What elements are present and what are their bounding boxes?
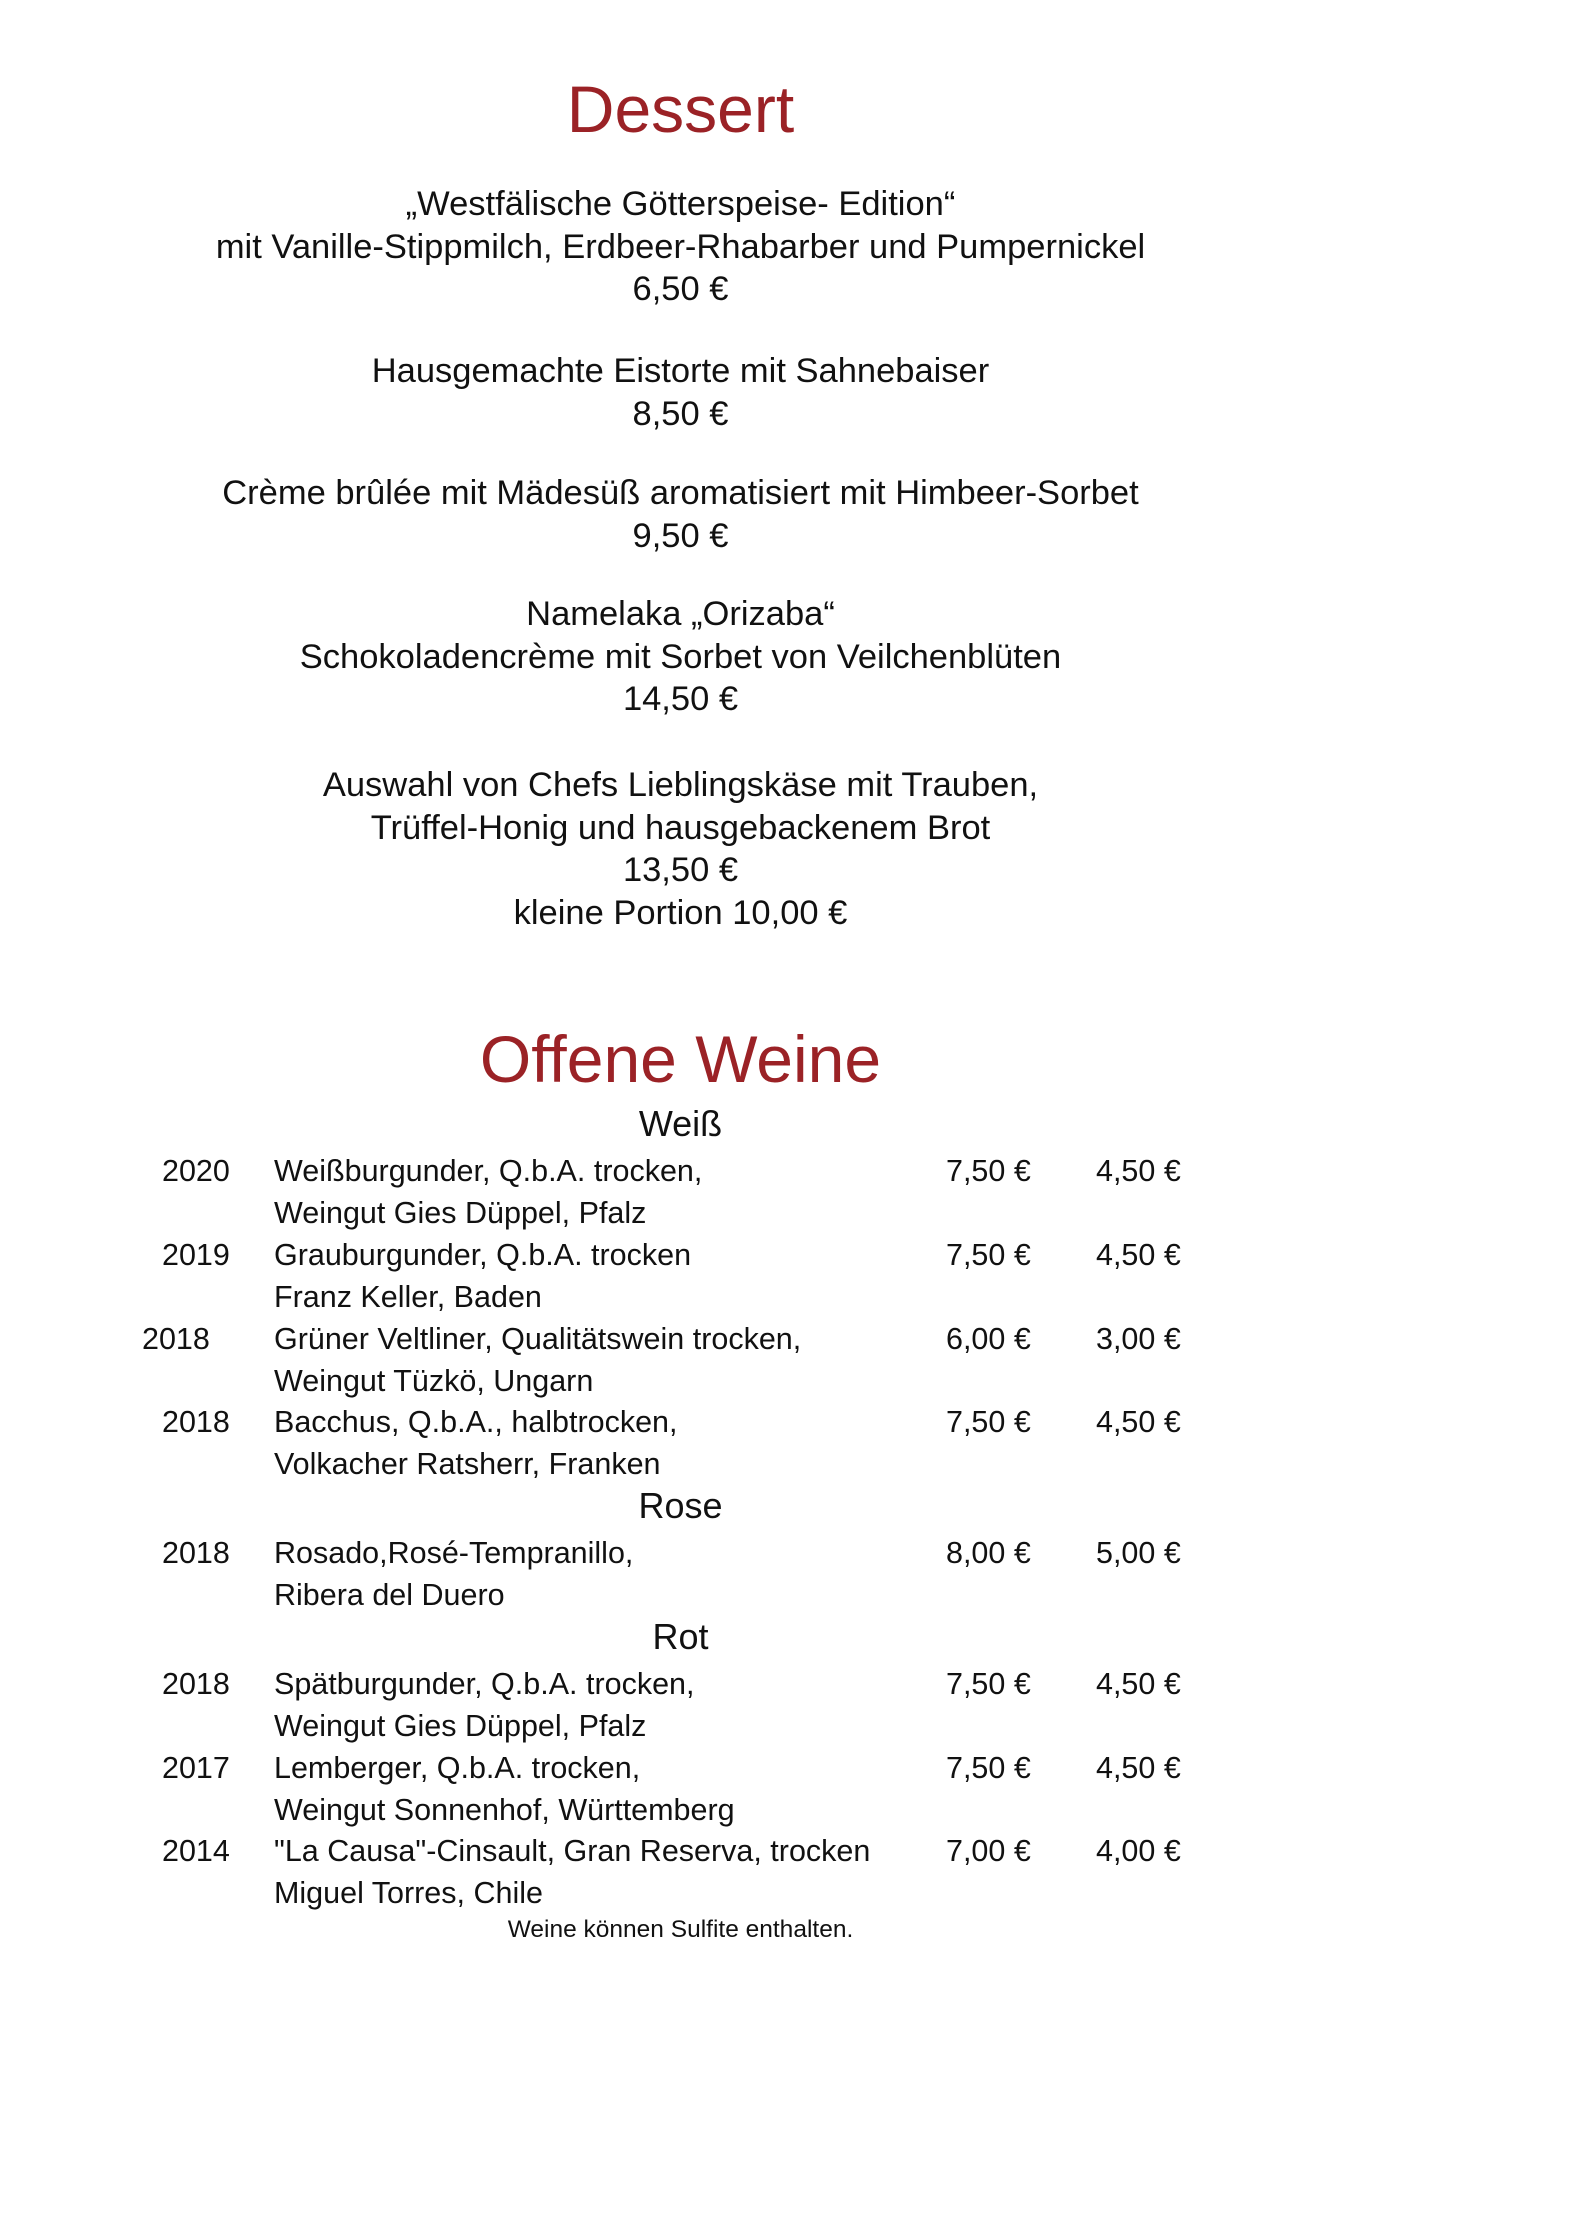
wine-row [0,1318,1571,1402]
wine-year: 2017 [162,1751,230,1785]
wine-price-small: 4,50 € [1096,1405,1181,1439]
wine-price-glass: 7,00 € [946,1834,1031,1868]
wine-origin: Miguel Torres, Chile [274,1876,543,1910]
wine-price-glass: 7,50 € [946,1154,1031,1188]
wine-year: 2018 [142,1322,210,1356]
wine-price-small: 4,50 € [1096,1154,1181,1188]
dessert-item-name: Crème brûlée mit Mädesüß aromatisiert mit Himbeer-Sorbet [222,474,1139,512]
wine-name: Weißburgunder, Q.b.A. trocken, [274,1154,703,1188]
dessert-item-name: Hausgemachte Eistorte mit Sahnebaiser [371,352,990,390]
wine-price-small: 5,00 € [1096,1536,1181,1570]
wine-year: 2020 [162,1154,230,1188]
wine-name: Rosado,Rosé-Tempranillo, [274,1536,634,1570]
wine-name: "La Causa"-Cinsault, Gran Reserva, trocken [274,1834,871,1868]
dessert-item [0,593,1361,721]
wine-category-rose: Rose [638,1485,723,1526]
wine-origin: Weingut Tüzkö, Ungarn [274,1364,594,1398]
dessert-item-price: 6,50 € [632,270,729,308]
wine-origin: Franz Keller, Baden [274,1280,542,1314]
wine-price-small: 3,00 € [1096,1322,1181,1356]
wine-price-glass: 7,50 € [946,1238,1031,1272]
wine-year: 2019 [162,1238,230,1272]
wine-price-small: 4,50 € [1096,1667,1181,1701]
wine-row [0,1401,1571,1485]
wine-row [0,1747,1571,1831]
wine-year: 2018 [162,1405,230,1439]
wine-year: 2014 [162,1834,230,1868]
dessert-item-description: mit Vanille-Stippmilch, Erdbeer-Rhabarber und Pumpernickel [215,227,1146,266]
wine-row [0,1150,1571,1234]
dessert-item [0,350,1361,435]
dessert-item [0,764,1361,934]
wine-category-red: Rot [652,1616,709,1657]
wine-price-glass: 7,50 € [946,1667,1031,1701]
dessert-title: Dessert [566,72,795,146]
wine-origin: Volkacher Ratsherr, Franken [274,1447,661,1481]
wine-name: Grauburgunder, Q.b.A. trocken [274,1238,692,1272]
wine-name: Bacchus, Q.b.A., halbtrocken, [274,1405,678,1439]
dessert-item-price: 9,50 € [632,516,729,555]
wine-year: 2018 [162,1536,230,1570]
wine-price-glass: 7,50 € [946,1751,1031,1785]
wine-price-small: 4,50 € [1096,1751,1181,1785]
wine-origin: Weingut Sonnenhof, Württemberg [274,1793,735,1827]
wine-origin: Weingut Gies Düppel, Pfalz [274,1196,647,1230]
dessert-item-name: Namelaka „Orizaba“ [526,595,835,633]
sulfite-note: Weine können Sulfite enthalten. [507,1916,854,1943]
wine-origin: Ribera del Duero [274,1578,505,1612]
wine-row [0,1234,1571,1318]
wine-price-glass: 7,50 € [946,1405,1031,1439]
wine-name: Lemberger, Q.b.A. trocken, [274,1751,641,1785]
wine-price-small: 4,50 € [1096,1238,1181,1272]
dessert-item [0,183,1361,311]
dessert-item-price: 8,50 € [632,394,729,433]
wine-year: 2018 [162,1667,230,1701]
wine-row [0,1830,1571,1914]
wine-row [0,1663,1571,1747]
dessert-item-small-price: kleine Portion 10,00 € [513,893,848,932]
dessert-item [0,472,1361,557]
dessert-item-description: Schokoladencrème mit Sorbet von Veilchenblüten [299,637,1062,676]
wine-name: Spätburgunder, Q.b.A. trocken, [274,1667,695,1701]
dessert-item-price: 14,50 € [622,680,739,718]
wine-price-glass: 6,00 € [946,1322,1031,1356]
wine-category-white: Weiß [638,1103,723,1144]
wine-row [0,1532,1571,1616]
dessert-item-price: 13,50 € [622,851,739,889]
dessert-item-name: „Westfälische Götterspeise- Edition“ [405,185,956,223]
wine-origin: Weingut Gies Düppel, Pfalz [274,1709,647,1743]
dessert-item-name: Auswahl von Chefs Lieblingskäse mit Trauben, [322,766,1039,804]
dessert-item-description: Trüffel-Honig und hausgebackenem Brot [370,808,991,847]
wine-name: Grüner Veltliner, Qualitätswein trocken, [274,1322,802,1356]
wines-title: Offene Weine [479,1022,882,1096]
wine-price-small: 4,00 € [1096,1834,1181,1868]
wine-price-glass: 8,00 € [946,1536,1031,1570]
